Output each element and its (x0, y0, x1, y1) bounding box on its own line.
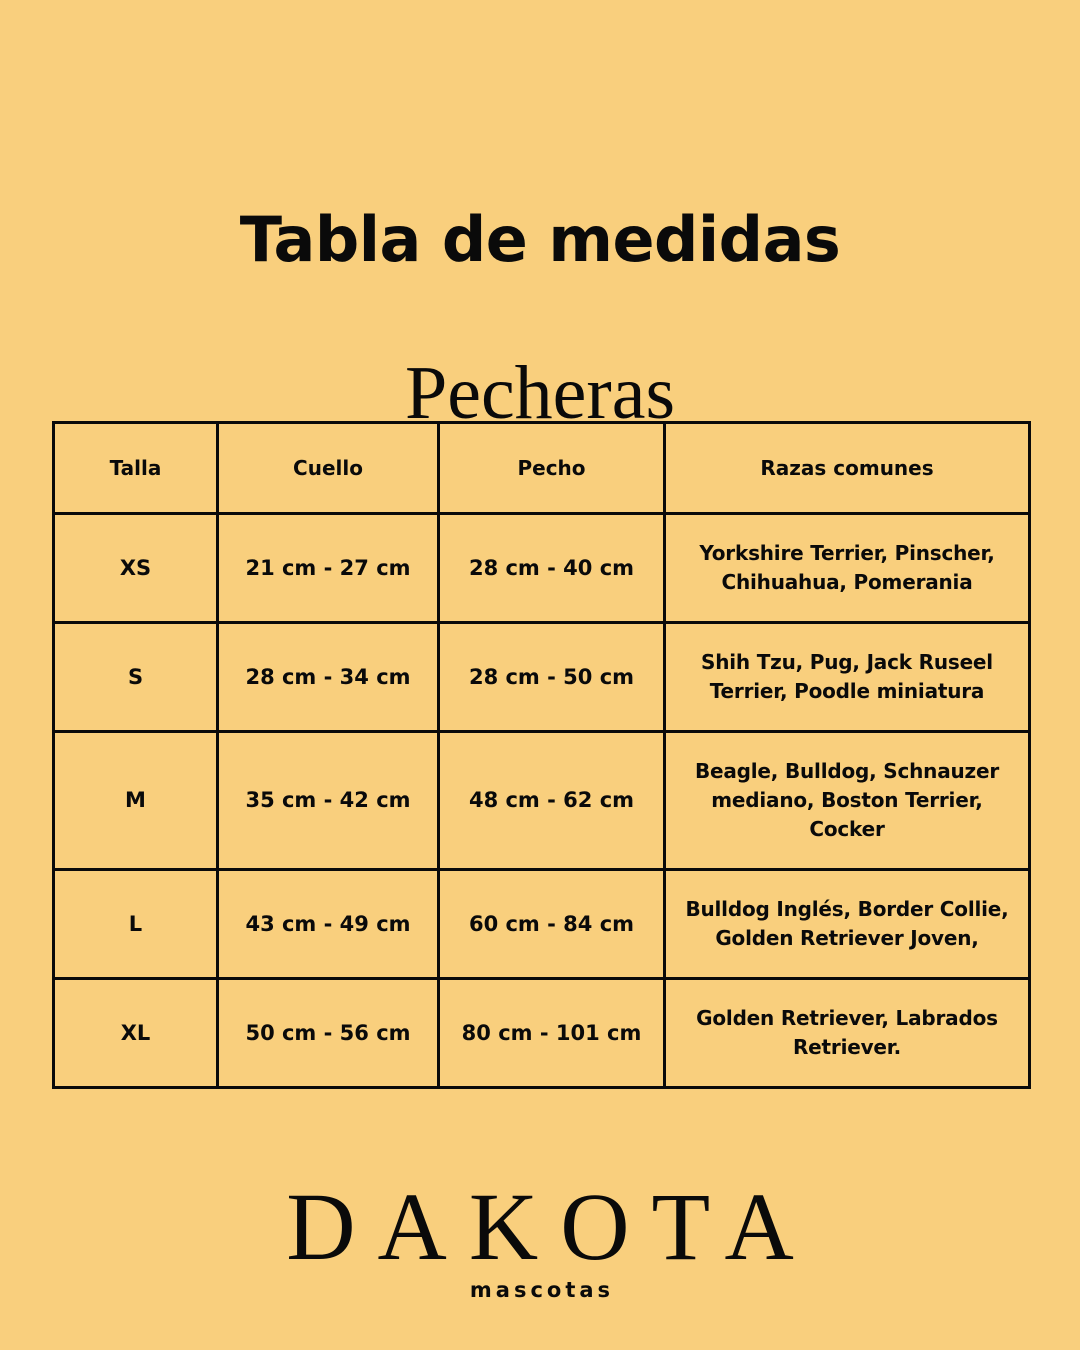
cell-talla: M (54, 732, 218, 870)
cell-razas: Yorkshire Terrier, Pinscher, Chihuahua, Pomerania (665, 514, 1030, 623)
table-row (54, 514, 1030, 623)
table-row (54, 979, 1030, 1088)
header-pecho: Pecho (439, 423, 665, 514)
cell-cuello: 50 cm - 56 cm (218, 979, 439, 1088)
cell-talla: S (54, 623, 218, 732)
cell-cuello: 35 cm - 42 cm (218, 732, 439, 870)
table-row (54, 732, 1030, 870)
cell-talla: XS (54, 514, 218, 623)
cell-pecho: 28 cm - 40 cm (439, 514, 665, 623)
header-razas: Razas comunes (665, 423, 1030, 514)
cell-razas: Beagle, Bulldog, Schnauzer mediano, Boston Terrier, Cocker (665, 732, 1030, 870)
cell-pecho: 80 cm - 101 cm (439, 979, 665, 1088)
cell-cuello: 43 cm - 49 cm (218, 870, 439, 979)
cell-razas: Shih Tzu, Pug, Jack Ruseel Terrier, Poodle miniatura (665, 623, 1030, 732)
header-talla: Talla (54, 423, 218, 514)
table-header-row (54, 423, 1030, 514)
page-subtitle: Pecheras (404, 351, 676, 436)
cell-cuello: 21 cm - 27 cm (218, 514, 439, 623)
cell-pecho: 48 cm - 62 cm (439, 732, 665, 870)
cell-cuello: 28 cm - 34 cm (218, 623, 439, 732)
header-cuello: Cuello (218, 423, 439, 514)
cell-razas: Bulldog Inglés, Border Collie, Golden Retriever Joven, (665, 870, 1030, 979)
cell-talla: XL (54, 979, 218, 1088)
cell-talla: L (54, 870, 218, 979)
cell-pecho: 60 cm - 84 cm (439, 870, 665, 979)
size-table (52, 421, 1031, 1089)
table-row (54, 623, 1030, 732)
brand-logo: DAKOTA (286, 1173, 816, 1280)
table-row (54, 870, 1030, 979)
brand-tagline: mascotas (469, 1278, 615, 1302)
page-title: Tabla de medidas (239, 202, 841, 276)
cell-razas: Golden Retriever, Labrados Retriever. (665, 979, 1030, 1088)
cell-pecho: 28 cm - 50 cm (439, 623, 665, 732)
